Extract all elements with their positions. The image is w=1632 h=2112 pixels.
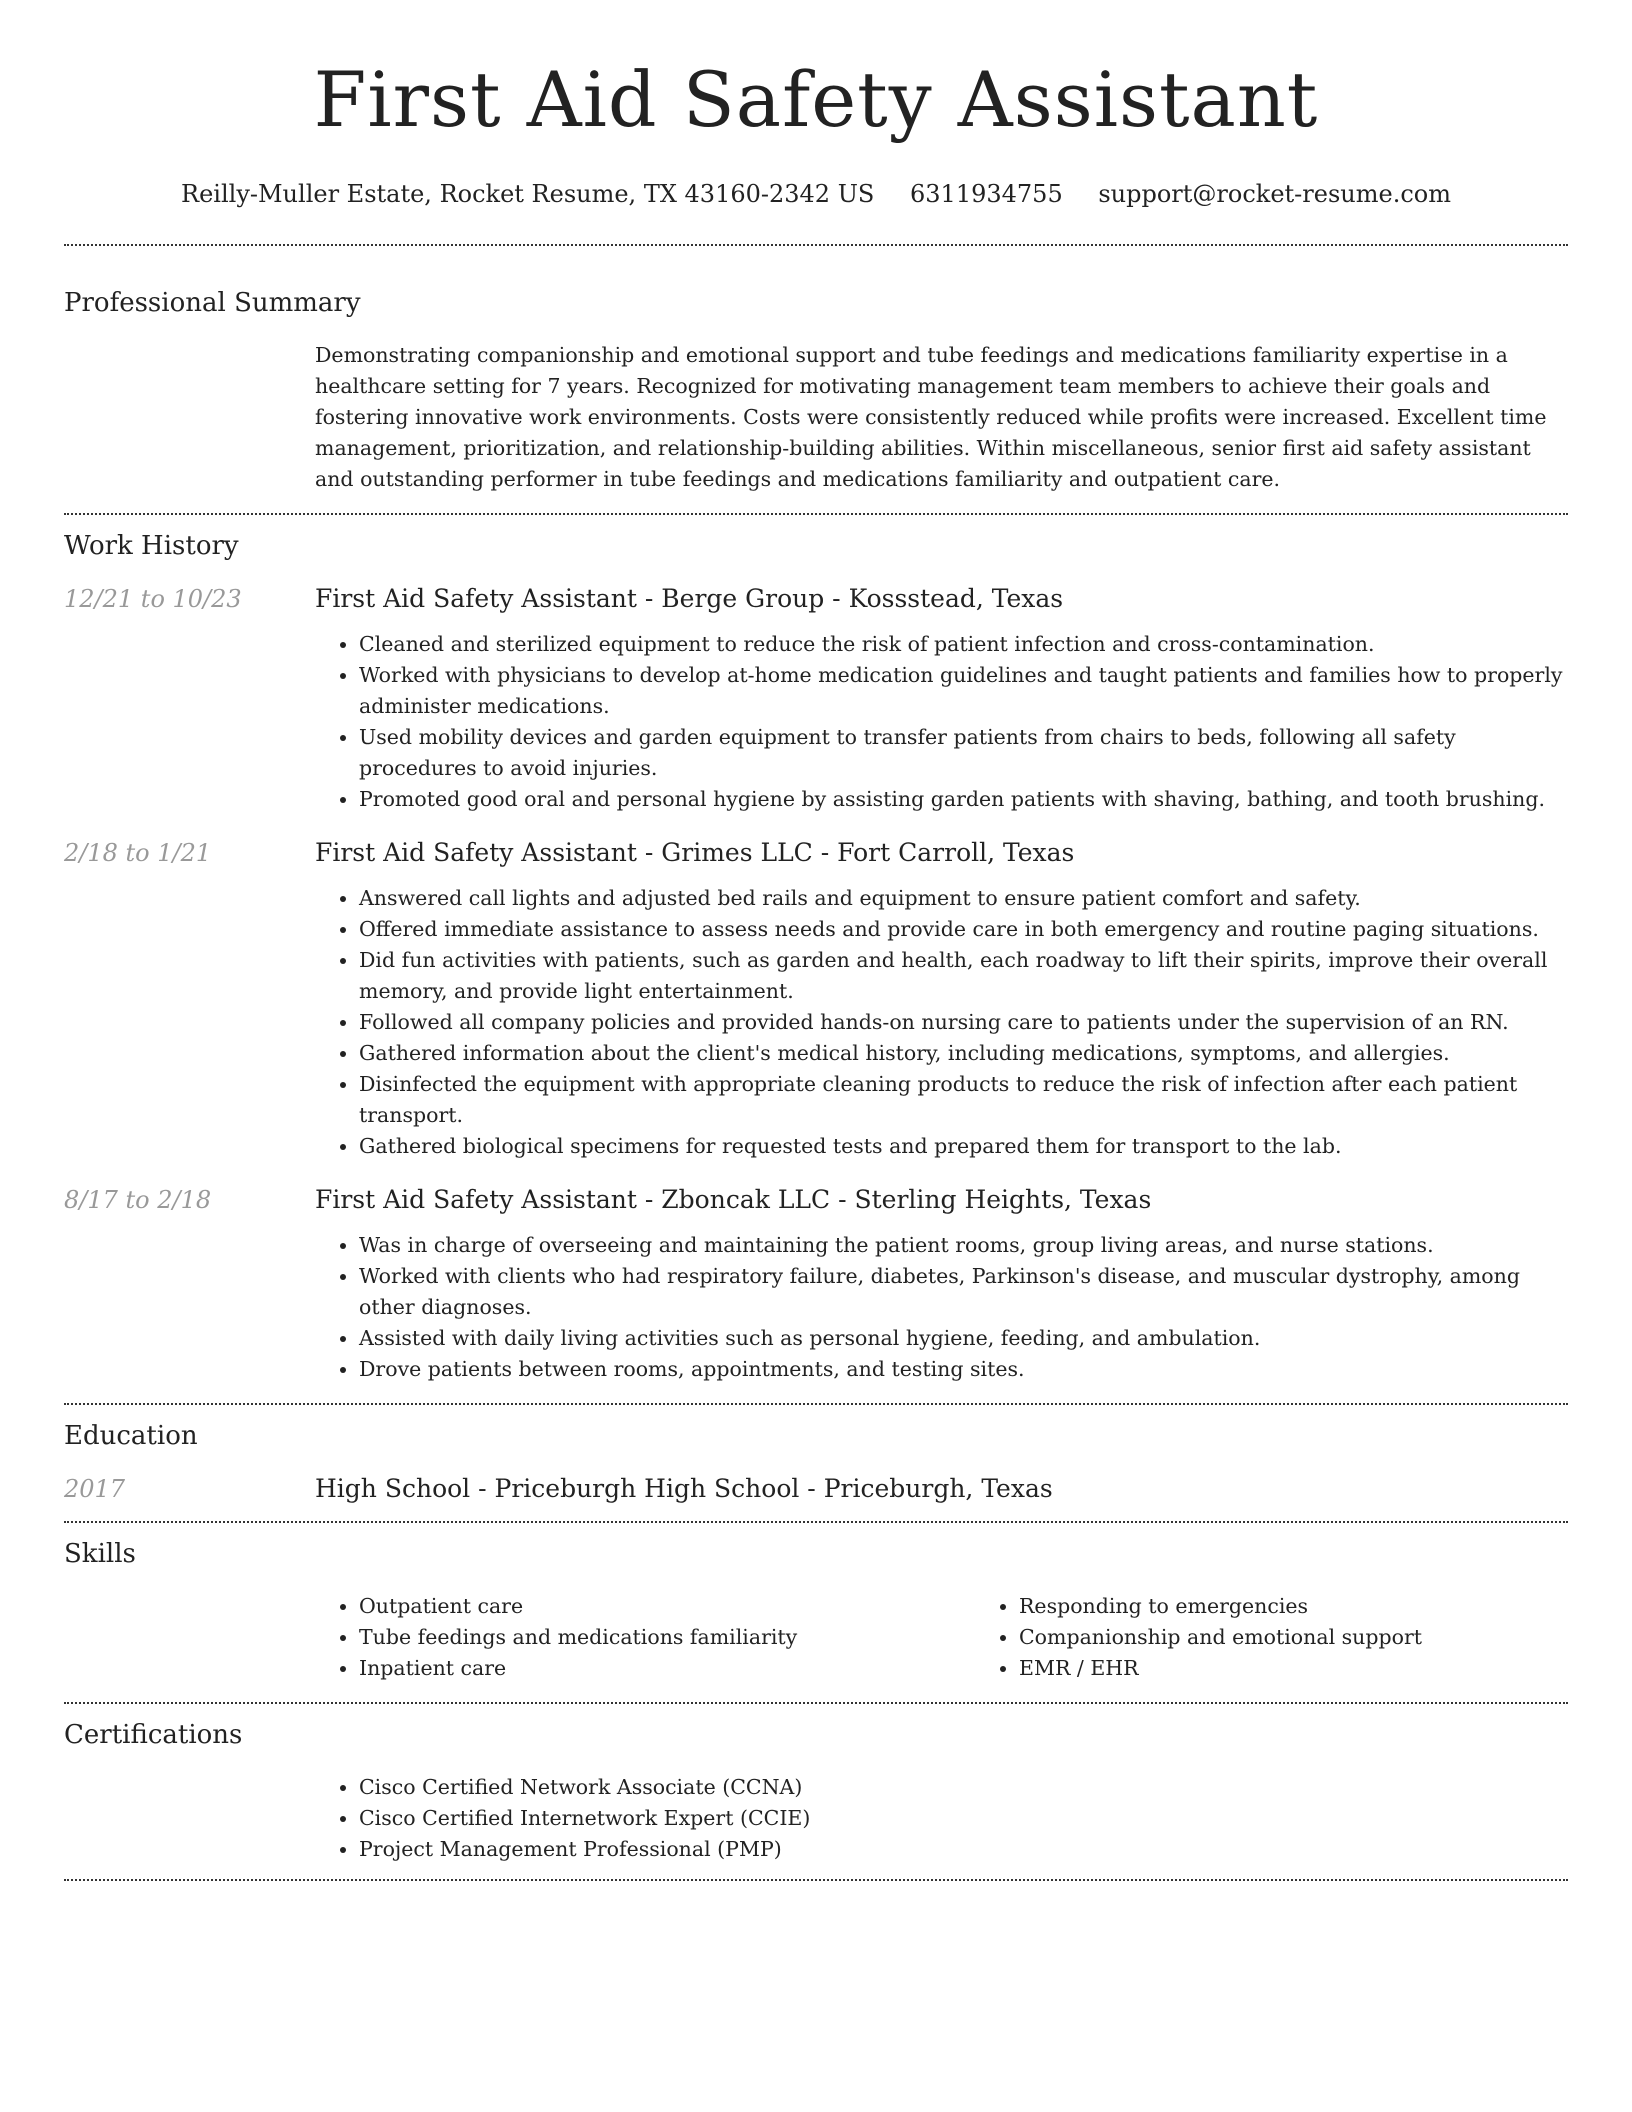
list-item: • Offered immediate assistance to assess needs and provide care in both emergency and routine paging situations. [359,914,1568,945]
list-item: • Outpatient care [359,1591,975,1622]
list-item: • Tube feedings and medications familiarity [359,1622,975,1653]
list-item: • Promoted good oral and personal hygiene by assisting garden patients with shaving, bathing, and tooth brushing. [359,784,1568,815]
skills-row [64,1591,1568,1684]
list-item: • Cisco Certified Network Associate (CCNA) [359,1772,1568,1803]
list-item: • Disinfected the equipment with appropriate cleaning products to reduce the risk of infection after each patient transport. [359,1069,1568,1131]
certifications-section [64,1704,1568,1865]
list-item: • EMR / EHR [1019,1653,1632,1684]
job-title: First Aid Safety Assistant - Berge Group - Kossstead, Texas [315,584,1064,613]
skills-list-left [315,1591,975,1684]
work-history-title: Work History [64,531,239,561]
summary-text: Demonstrating companionship and emotional support and tube feedings and medications familiarity expertise in a healthcare setting for 7 years. Recognized for motivating management team members to achieve their goals and fostering innovative work environments. Costs were consistently reduced while profits were increased. Excellent time management, prioritization, and relationship-building abilities. Within miscellaneous, senior first aid safety assistant and outstanding performer in tube feedings and medications familiarity and outpatient care. [315,343,1547,491]
resume-header [64,0,1568,210]
contact-email: support@rocket-resume.com [1098,180,1451,208]
contact-line [64,178,1568,210]
job-dates: 8/17 to 2/18 [64,1186,212,1214]
contact-phone: 6311934755 [910,180,1063,208]
certifications-list [315,1772,1568,1865]
list-item: • Followed all company policies and provided hands-on nursing care to patients under the supervision of an RN. [359,1007,1568,1038]
job-entry [64,1184,1568,1385]
education-entry [64,1473,1568,1505]
list-item: • Did fun activities with patients, such as garden and health, each roadway to lift their spirits, improve their overall memory, and provide light entertainment. [359,945,1568,1007]
job-entry [64,583,1568,815]
list-item: • Responding to emergencies [1019,1591,1632,1622]
certifications-row [64,1772,1568,1865]
list-item: • Project Management Professional (PMP) [359,1834,1568,1865]
job-title: First Aid Safety Assistant - Grimes LLC - Fort Carroll, Texas [315,838,1075,867]
job-bullets [315,1230,1568,1385]
list-item: • Companionship and emotional support [1019,1622,1632,1653]
contact-address: Reilly-Muller Estate, Rocket Resume, TX 43160-2342 US [181,180,875,208]
job-dates: 12/21 to 10/23 [64,585,242,613]
candidate-name: First Aid Safety Assistant [313,55,1319,144]
job-dates: 2/18 to 1/21 [64,839,212,867]
list-item: • Cisco Certified Internetwork Expert (CCIE) [359,1803,1568,1834]
education-title: Education [64,1421,198,1451]
list-item: • Used mobility devices and garden equipment to transfer patients from chairs to beds, following all safety procedures to avoid injuries. [359,722,1568,784]
summary-title: Professional Summary [64,288,361,318]
skills-section [64,1523,1568,1684]
job-bullets [315,629,1568,815]
skills-title: Skills [64,1539,136,1569]
education-section [64,1405,1568,1505]
section-divider [64,1879,1568,1881]
list-item: • Answered call lights and adjusted bed rails and equipment to ensure patient comfort and safety. [359,883,1568,914]
education-year: 2017 [64,1475,126,1503]
list-item: • Gathered biological specimens for requested tests and prepared them for transport to the lab. [359,1131,1568,1162]
list-item: • Worked with clients who had respiratory failure, diabetes, Parkinson's disease, and muscular dystrophy, among other diagnoses. [359,1261,1568,1323]
education-text: High School - Priceburgh High School - Priceburgh, Texas [315,1474,1053,1503]
summary-row [64,340,1568,513]
job-entry [64,837,1568,1162]
summary-section [64,246,1568,513]
list-item: • Assisted with daily living activities such as personal hygiene, feeding, and ambulation. [359,1323,1568,1354]
job-bullets [315,883,1568,1162]
list-item: • Drove patients between rooms, appointments, and testing sites. [359,1354,1568,1385]
list-item: • Inpatient care [359,1653,975,1684]
skills-list-right [975,1591,1632,1684]
list-item: • Was in charge of overseeing and maintaining the patient rooms, group living areas, and nurse stations. [359,1230,1568,1261]
skills-grid [315,1591,1632,1684]
list-item: • Worked with physicians to develop at-home medication guidelines and taught patients and families how to properly administer medications. [359,660,1568,722]
work-history-section [64,515,1568,1385]
list-item: • Gathered information about the client's medical history, including medications, symptoms, and allergies. [359,1038,1568,1069]
certifications-title: Certifications [64,1720,243,1750]
job-title: First Aid Safety Assistant - Zboncak LLC - Sterling Heights, Texas [315,1185,1152,1214]
list-item: • Cleaned and sterilized equipment to reduce the risk of patient infection and cross-contamination. [359,629,1568,660]
